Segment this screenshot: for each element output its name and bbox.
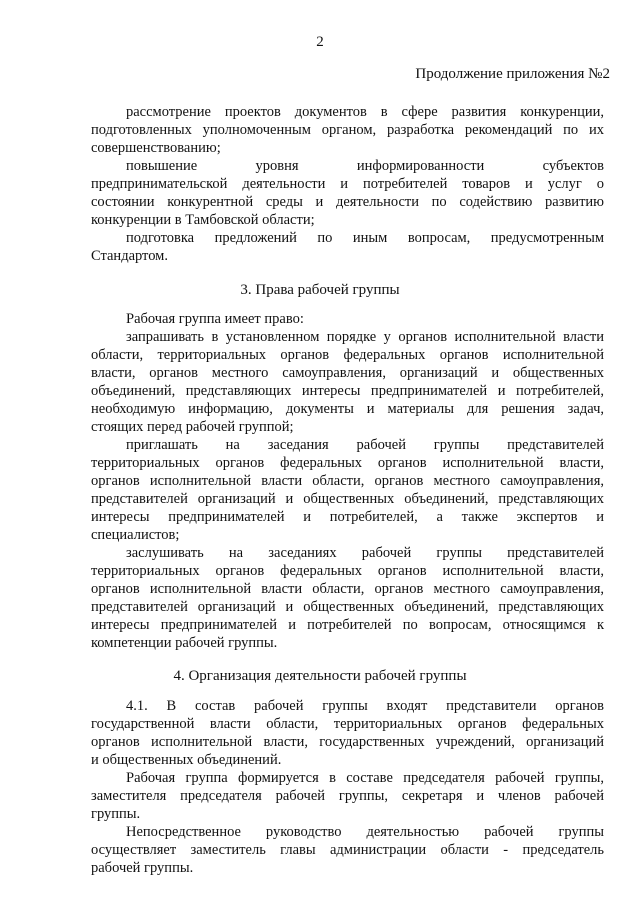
text-line: компетенции рабочей группы. bbox=[91, 635, 278, 651]
text-line: приглашать на заседания рабочей группы представителей bbox=[126, 437, 604, 453]
text-line: осуществляет заместитель главы администрации области - председатель bbox=[91, 842, 604, 858]
text-line: и общественных объединений. bbox=[91, 752, 282, 768]
text-line: совершенствованию; bbox=[91, 140, 221, 156]
text-line: предпринимательской деятельности и потребителей товаров и услуг о bbox=[91, 176, 604, 192]
text-line: запрашивать в установленном порядке у органов исполнительной власти bbox=[126, 329, 604, 345]
text-line: 4.1. В состав рабочей группы входят представители органов bbox=[126, 698, 604, 714]
text-line: подготовка предложений по иным вопросам, предусмотренным bbox=[126, 230, 604, 246]
section-heading: 4. Организация деятельности рабочей группы bbox=[173, 668, 467, 684]
text-line: состоянии конкурентной среды и деятельности по содействию развитию bbox=[91, 194, 604, 210]
text-line: Непосредственное руководство деятельностью рабочей группы bbox=[126, 824, 604, 840]
text-line: власти, органов местного самоуправления, организаций и общественных bbox=[91, 365, 604, 381]
text-line: представителей организаций и общественных объединений, представляющих bbox=[91, 599, 604, 615]
text-line: государственной власти области, территориальных органов федеральных bbox=[91, 716, 604, 732]
section-heading: 3. Права рабочей группы bbox=[240, 282, 400, 298]
text-line: повышение уровня информированности субъектов bbox=[126, 158, 604, 174]
continuation-label: Продолжение приложения №2 bbox=[415, 66, 610, 82]
page-number: 2 bbox=[316, 34, 324, 50]
text-line: территориальных органов федеральных органов исполнительной власти, bbox=[91, 455, 604, 471]
text-line: интересы предпринимателей и потребителей, а также экспертов и bbox=[91, 509, 604, 525]
text-line: объединений, представляющих интересы предпринимателей и потребителей, bbox=[91, 383, 604, 399]
text-line: заместителя председателя рабочей группы, секретаря и членов рабочей bbox=[91, 788, 604, 804]
text-line: Рабочая группа формируется в составе председателя рабочей группы, bbox=[126, 770, 604, 786]
text-line: органов исполнительной власти, государственных учреждений, организаций bbox=[91, 734, 604, 750]
text-line: рассмотрение проектов документов в сфере развития конкуренции, bbox=[126, 104, 604, 120]
text-line: Стандартом. bbox=[91, 248, 168, 264]
text-line: органов исполнительной власти области, органов местного самоуправления, bbox=[91, 473, 604, 489]
text-line: органов исполнительной власти области, органов местного самоуправления, bbox=[91, 581, 604, 597]
text-line: группы. bbox=[91, 806, 141, 822]
text-line: подготовленных уполномоченным органом, разработка рекомендаций по их bbox=[91, 122, 604, 138]
text-line: представителей организаций и общественных объединений, представляющих bbox=[91, 491, 604, 507]
text-line: области, территориальных органов федеральных органов исполнительной bbox=[91, 347, 604, 363]
text-line: необходимую информацию, документы и материалы для решения задач, bbox=[91, 401, 604, 417]
text-line: Рабочая группа имеет право: bbox=[126, 311, 304, 327]
text-line: рабочей группы. bbox=[91, 860, 194, 876]
text-line: заслушивать на заседаниях рабочей группы представителей bbox=[126, 545, 604, 561]
text-line: специалистов; bbox=[91, 527, 180, 543]
text-line: конкуренции в Тамбовской области; bbox=[91, 212, 315, 228]
text-line: интересы предпринимателей и потребителей по вопросам, относящимся к bbox=[91, 617, 604, 633]
text-line: стоящих перед рабочей группой; bbox=[91, 419, 294, 435]
text-line: территориальных органов федеральных органов исполнительной власти, bbox=[91, 563, 604, 579]
